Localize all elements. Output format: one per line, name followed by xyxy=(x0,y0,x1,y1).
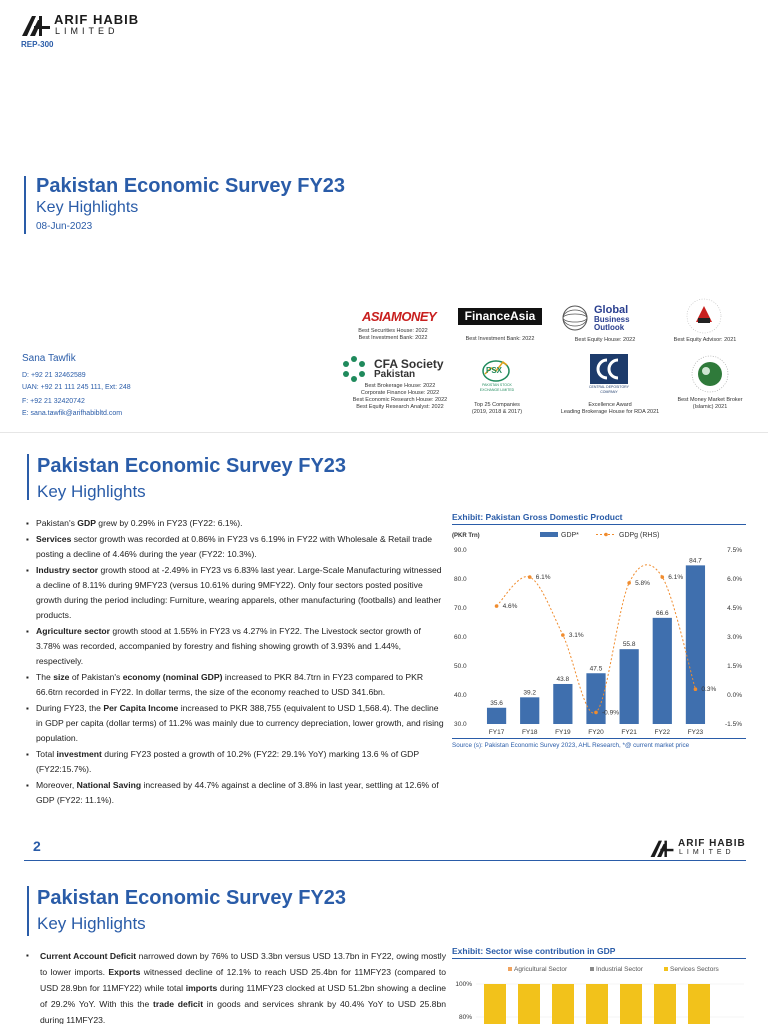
y-right-tick-label: 4.5% xyxy=(727,605,742,612)
page-number: 2 xyxy=(33,838,41,854)
y-left-tick-label: 90.0 xyxy=(454,547,467,554)
gdp-bar xyxy=(520,697,539,724)
gdp-bar xyxy=(653,618,672,724)
mm-caption-1: Best Money Market Broker xyxy=(677,397,743,403)
logo-mark-icon xyxy=(22,14,50,36)
legend-agri-swatch xyxy=(508,967,512,971)
gdp-bar-label: 47.5 xyxy=(589,665,603,673)
y-right-tick-label: 1.5% xyxy=(727,663,742,670)
bullet-gdp: ▪ Pakistan's GDP grew by 0.29% in FY23 (FY22: 6.1%). xyxy=(26,516,446,531)
exhibit-title: Exhibit: Pakistan Gross Domestic Product xyxy=(452,512,623,522)
x-tick-label: FY21 xyxy=(621,729,637,736)
legend-gdpg-marker xyxy=(604,533,608,537)
y-left-tick-label: 40.0 xyxy=(454,692,467,699)
analyst-name: Sana Tawfik xyxy=(22,353,76,364)
gdp-bar xyxy=(553,684,572,724)
footer-logo-line2: LIMITED xyxy=(679,849,735,856)
analyst-email[interactable]: E: sana.tawfik@arifhabibltd.com xyxy=(22,410,123,417)
page3-bullet-marker: ▪ xyxy=(26,951,29,960)
financeasia-logo: FinanceAsia xyxy=(458,308,542,325)
global-logo-3: Outlook xyxy=(594,323,625,332)
page3-title: Pakistan Economic Survey FY23 xyxy=(37,887,347,909)
gdpg-label: 4.6% xyxy=(502,603,518,611)
legend-gdp-swatch xyxy=(540,532,558,537)
bullet-investment: ▪ Total investment during FY23 posted a growth of 10.2% (FY22: 29.1% YoY) marking 13.6 % of GDP (FY22:15.7%). xyxy=(26,747,446,777)
gdp-bar-label: 39.2 xyxy=(523,689,537,697)
footer-logo-line1: ARIF HABIB xyxy=(678,838,746,849)
legend-services-swatch xyxy=(664,967,668,971)
gdp-bar xyxy=(620,649,639,724)
legend-industrial-label: Industrial Sector xyxy=(596,966,643,973)
cdc-sub: CENTRAL DEPOSITORY COMPANY xyxy=(588,385,629,394)
bullet-services: ▪ Services sector growth was recorded at 0.86% in FY23 vs 6.19% in FY22 with Wholesale & Retail trade posting a decline of 4.46% during the year (FY22: 10.3%). xyxy=(26,532,446,562)
gdpg-label: 0.3% xyxy=(701,686,717,694)
footer-logo-mark-icon xyxy=(650,839,674,857)
x-axis-labels xyxy=(489,729,704,736)
x-tick-label: FY19 xyxy=(555,729,571,736)
exhibit-source-rule xyxy=(452,738,746,739)
gdp-bars xyxy=(487,557,705,724)
mm-caption-2: (Islamic) 2021 xyxy=(692,404,728,410)
global-logo-1: Global xyxy=(594,304,629,316)
x-tick-label: FY23 xyxy=(687,729,704,736)
cover-date: 08-Jun-2023 xyxy=(36,221,93,232)
gdp-bar-label: 66.6 xyxy=(655,609,669,617)
sector-bar-stub xyxy=(552,984,574,1024)
sector-bar-stub xyxy=(484,984,506,1024)
gdp-bar xyxy=(487,708,506,724)
x-tick-label: FY20 xyxy=(588,729,604,736)
y-right-ticks xyxy=(725,547,742,728)
cdc-logo-icon xyxy=(590,354,628,384)
money-market-award-icon xyxy=(690,354,730,394)
page2-bullet-list xyxy=(26,516,446,809)
sector-bar-stub xyxy=(586,984,608,1024)
report-code: REP-300 xyxy=(21,40,54,49)
gdpg-point xyxy=(594,711,598,715)
gdpg-point xyxy=(495,604,499,608)
chart-legend xyxy=(540,532,659,539)
exhibit-source: Source (s): Pakistan Economic Survey 2023, AHL Research, *@ current market price xyxy=(452,742,690,749)
gdp-chart xyxy=(448,528,748,738)
gdpg-point xyxy=(528,575,532,579)
analyst-fax: F: +92 21 32420742 xyxy=(22,398,85,405)
sector-bar-stub xyxy=(518,984,540,1024)
psx-logo-text: PSX xyxy=(486,366,503,375)
gdp-bar-label: 55.8 xyxy=(622,641,636,649)
legend-agri-label: Agricultural Sector xyxy=(514,966,568,973)
aaf-caption: Best Equity Advisor: 2021 xyxy=(673,337,737,343)
psx-caption-2: (2019, 2018 & 2017) xyxy=(471,409,523,415)
y-left-tick-label: 30.0 xyxy=(454,721,467,728)
logo-line1: ARIF HABIB xyxy=(54,12,140,27)
gdp-bar xyxy=(686,565,705,724)
company-logo xyxy=(22,12,162,38)
cfa-caption-2: Corporate Finance House: 2022 xyxy=(360,390,440,396)
cfa-caption-3: Best Economic Research House: 2022 xyxy=(352,397,448,403)
analyst-direct: D: +92 21 32462589 xyxy=(22,372,86,379)
y-right-tick-label: 0.0% xyxy=(727,692,742,699)
x-tick-label: FY17 xyxy=(488,729,505,736)
page2-title-bar xyxy=(27,454,29,500)
asiamoney-caption-1: Best Securities House: 2022 xyxy=(358,328,428,334)
gdpg-point xyxy=(561,633,565,637)
gdp-bar-label: 43.8 xyxy=(556,675,570,683)
sector-exhibit-title: Exhibit: Sector wise contribution in GDP xyxy=(452,946,616,956)
asiamoney-caption-2: Best Investment Bank: 2022 xyxy=(358,335,428,341)
sector-bar-stub xyxy=(620,984,642,1024)
bullet-national-saving: ▪ Moreover, National Saving increased by 44.7% against a decline of 3.8% in last year, settling at 12.6% of GDP (FY22: 11.1%). xyxy=(26,778,446,808)
gdpg-point xyxy=(660,575,664,579)
globe-icon xyxy=(562,305,588,331)
logo-line2: LIMITED xyxy=(55,26,119,36)
bullet-economy-size: ▪ The size of Pakistan's economy (nominal GDP) increased to PKR 84.7trn in FY23 compared to PKR 66.6trn recorded in FY22. In dollar terms, the size of the economy reached to USD 341.6bn. xyxy=(26,670,446,700)
page3-subtitle: Key Highlights xyxy=(37,914,146,933)
legend-gdp-label: GDP* xyxy=(561,532,579,539)
gdpg-label: 6.1% xyxy=(668,574,684,582)
cfa-logo-1: CFA Society xyxy=(374,357,444,371)
y-left-ticks xyxy=(454,547,467,728)
cdc-caption-2: Leading Brokerage House for RDA 2021 xyxy=(560,409,660,415)
y-right-tick-label: 6.0% xyxy=(727,576,742,583)
cdc-caption-1: Excellence Award xyxy=(588,402,632,408)
y-left-tick-label: 80.0 xyxy=(454,576,467,583)
page2-subtitle: Key Highlights xyxy=(37,482,146,501)
bullet-per-capita: ▪ During FY23, the Per Capita Income increased to PKR 388,755 (equivalent to USD 1,568.4). The decline in GDP per capita (dollar terms) of 11.2% was mainly due to currency depreciation, lower growth, and rising population. xyxy=(26,701,446,746)
bullet-industry: ▪ Industry sector growth stood at -2.49% in FY23 vs 6.83% last year. Large-Scale Manufacturing witnessed a decline of 8.11% during 9MFY23 (versus 10.61% during 9MFY22). Only four sectors posted positive growth during the period including: Furniture, wearing apparels, other manufacturing (footballs) and leather products. xyxy=(26,563,446,623)
page2-title: Pakistan Economic Survey FY23 xyxy=(37,455,347,477)
global-logo-2: Business xyxy=(594,315,630,324)
sector-bar-stub xyxy=(688,984,710,1024)
x-tick-label: FY18 xyxy=(521,729,538,736)
financeasia-caption: Best Investment Bank: 2022 xyxy=(465,336,535,342)
global-caption: Best Equity House: 2022 xyxy=(574,337,636,343)
legend-industrial-swatch xyxy=(590,967,594,971)
gdpg-label: -0.9% xyxy=(602,709,619,717)
sector-exhibit-rule xyxy=(452,958,746,959)
cover-title-bar xyxy=(24,176,26,234)
gdpg-point xyxy=(627,581,631,585)
y-left-tick-label: 50.0 xyxy=(454,663,467,670)
footer-logo xyxy=(650,838,760,860)
y-tick-80: 80% xyxy=(458,1014,472,1021)
footer-rule xyxy=(24,860,746,861)
gdpg-label: 5.8% xyxy=(635,579,650,587)
gdp-bar-label: 35.6 xyxy=(490,699,503,707)
cfa-caption-1: Best Brokerage House: 2022 xyxy=(364,383,436,389)
y-right-tick-label: -1.5% xyxy=(725,721,742,728)
gdp-bar-label: 84.7 xyxy=(689,557,702,565)
gdpg-label: 3.1% xyxy=(568,632,584,640)
legend-gdpg-label: GDPg (RHS) xyxy=(619,532,660,539)
y-right-tick-label: 7.5% xyxy=(727,547,742,554)
y-right-tick-label: 3.0% xyxy=(727,634,742,641)
psx-sub: PAKISTAN STOCK EXCHANGE LIMITED xyxy=(479,383,515,392)
cfa-logo-2: Pakistan xyxy=(374,369,416,380)
asset-asian-awards-icon xyxy=(684,296,724,336)
y-tick-100: 100% xyxy=(455,981,472,988)
cfa-logo-icon xyxy=(340,355,368,383)
y-left-tick-label: 70.0 xyxy=(454,605,467,612)
page3-title-bar xyxy=(27,886,29,936)
psx-caption-1: Top 25 Companies xyxy=(474,402,520,408)
page3-bullet: ▪ Current Account Deficit narrowed down by 76% to USD 3.3bn versus USD 13.7bn in FY22, owing mostly to lower imports. Exports witnessed decline of 12.1% to reach USD 25.4bn for 11MFY23 (compared to USD 28.9bn for 11MFY22) while total imports during 11MFY23 clocked at USD 51.2bn showing a decline of 29.2% YoY. With this the trade deficit in goods and services shrank by 40.4% YoY to USD 25.8bn during 11MFY23. xyxy=(26,948,446,1024)
gdpg-point xyxy=(694,687,698,691)
exhibit-rule xyxy=(452,524,746,525)
bullet-agriculture: ▪ Agriculture sector growth stood at 1.55% in FY23 vs 4.27% in FY22. The Livestock sector growth of 3.78% was recorded, accompanied by forestry and fishing showing growth of 3.93% and 1.44%, respectively. xyxy=(26,624,446,669)
y-left-tick-label: 60.0 xyxy=(454,634,467,641)
asiamoney-logo: ASIAMONEY xyxy=(362,309,437,324)
legend-services-label: Services Sectors xyxy=(670,966,719,973)
cover-title: Pakistan Economic Survey FY23 xyxy=(36,175,346,197)
x-tick-label: FY22 xyxy=(654,729,671,736)
analyst-uan: UAN: +92 21 111 245 111, Ext: 248 xyxy=(22,384,131,391)
cover-subtitle: Key Highlights xyxy=(36,199,139,216)
gdpg-label: 6.1% xyxy=(535,574,551,582)
sector-bar-stub xyxy=(654,984,676,1024)
page-divider xyxy=(0,432,768,433)
y-left-axis-label: (PKR Trn) xyxy=(452,533,480,539)
cfa-caption-4: Best Equity Research Analyst: 2022 xyxy=(356,404,444,410)
sector-chart xyxy=(448,960,748,1024)
